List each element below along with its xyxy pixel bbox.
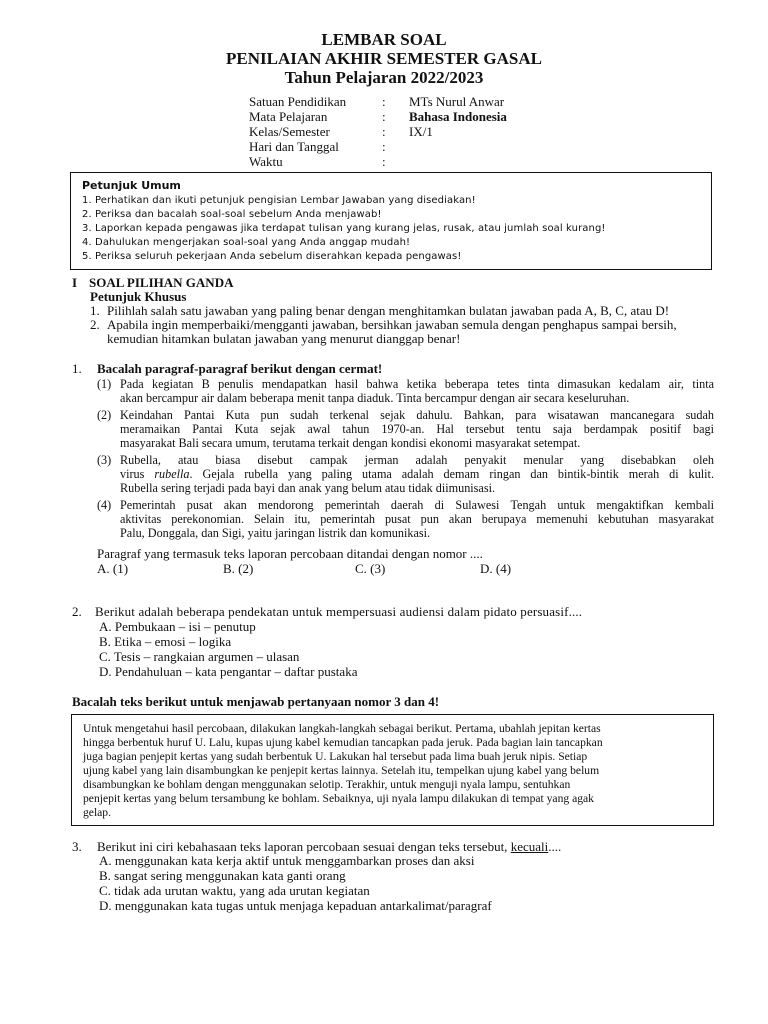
question-stem: Bacalah paragraf-paragraf berikut dengan cermat! [97,361,383,376]
paragraph-4-line1: Pemerintah pusat akan mendorong pemerintah daerah di Sulawesi Tengah untuk mengaktifkan kembali [120,498,714,512]
meta-label: Waktu [249,154,283,169]
question-stem-ellipsis: .... [548,839,562,854]
paragraph-3-italic-term: rubella [154,467,190,481]
question-stem: Berikut adalah beberapa pendekatan untuk mempersuasi audiensi dalam pidato persuasif.... [95,604,583,619]
meta-label: Mata Pelajaran [249,109,328,124]
option-c[interactable]: C. tidak ada urutan waktu, yang ada urutan kegiatan [99,883,370,898]
option-b[interactable]: B. Etika – emosi – logika [99,634,232,649]
question-stem-text: Berikut ini ciri kebahasaan teks laporan percobaan sesuai dengan teks tersebut, [97,839,511,854]
question-stem-underlined: kecuali [510,839,549,854]
special-instruction-1: Pilihlah salah satu jawaban yang paling benar dengan menghitamkan bulatan jawaban pada A, B, C, atau D! [107,303,670,318]
meta-value: IX/1 [409,124,433,139]
paragraph-1-line2: akan bercampur air dalam beberapa menit tanpa diaduk. Tinta bercampur dengan air secara keseluruhan. [120,391,630,405]
meta-label: Satuan Pendidikan [249,94,347,109]
paragraph-2-line1: Keindahan Pantai Kuta pun sudah terkenal sejak dahulu. Bahkan, para wisatawan mancanegara sudah [120,408,714,422]
reading-line: juga bagian penjepit kertas yang sudah berbentuk U. Lakukan hal tersebut pada lima buah jeruk nipis. Setiap [83,750,588,763]
general-instructions-title: Petunjuk Umum [82,179,181,192]
reading-instruction: Bacalah teks berikut untuk menjawab pertanyaan nomor 3 dan 4! [72,694,440,709]
option-c[interactable]: C. (3) [355,561,386,576]
reading-text-box [71,714,714,826]
special-instructions-title: Petunjuk Khusus [90,289,187,304]
special-instruction-2-line1: Apabila ingin memperbaiki/mengganti jawaban, bersihkan jawaban semula dengan penghapus sampai bersih, [107,317,677,332]
instruction-item: 1. Perhatikan dan ikuti petunjuk pengisian Lembar Jawaban yang disediakan! [82,195,476,206]
paragraph-number: (4) [97,498,112,512]
special-instruction-number: 1. [90,303,100,318]
academic-year: Tahun Pelajaran 2022/2023 [284,68,484,87]
reading-line: hingga berbentuk huruf U. Lalu, kupas ujung kabel kemudian tancapkan pada jeruk. Pada bagian lain tancapkan [83,736,603,749]
reading-line: disambungkan ke bohlam dengan menggunakan selotip. Terakhir, untuk menguji nyala lampu, sentuhkan [83,778,571,791]
option-c[interactable]: C. Tesis – rangkaian argumen – ulasan [99,649,300,664]
reading-line: penjepit kertas yang belum tersambung ke bohlam. Sebaiknya, uji nyala lampu dilakukan di tempat yang agak [83,792,594,805]
paragraph-4-line2: aktivitas perekonomian. Selain itu, pemerintah pusat pun akan berupaya memenuhi kebutuhan masyarakat [120,512,714,526]
general-instructions-box [70,172,712,270]
question-number: 1. [72,361,82,376]
option-d[interactable]: D. menggunakan kata tugas untuk menjaga kepaduan antarkalimat/paragraf [99,898,492,913]
meta-separator: : [382,94,386,109]
meta-separator: : [382,109,386,124]
paragraph-number: (2) [97,408,112,422]
section-number: I [72,275,78,290]
paragraph-2-line3: masyarakat Bali secara umum, terutama terkait dengan kondisi ekonomi masyarakat setempat. [120,436,581,450]
paragraph-3-rest: . Gejala rubella yang paling utama adalah demam ringan dan bintik-bintik merah di kulit. [189,467,714,481]
option-a[interactable]: A. (1) [97,561,129,576]
meta-label: Kelas/Semester [249,124,330,139]
instruction-item: 2. Periksa dan bacalah soal-soal sebelum Anda menjawab! [82,209,382,220]
special-instruction-2-line2: kemudian hitamkan bulatan jawaban yang menurut dianggap benar! [107,331,461,346]
option-d[interactable]: D. Pendahuluan – kata pengantar – daftar pustaka [99,664,358,679]
doc-title: LEMBAR SOAL [321,30,447,49]
option-d[interactable]: D. (4) [480,561,512,576]
section-title: SOAL PILIHAN GANDA [89,275,234,290]
instruction-item: 3. Laporkan kepada pengawas jika terdapat tulisan yang kurang jelas, rusak, atau jumlah soal kurang! [82,223,606,234]
option-a[interactable]: A. menggunakan kata kerja aktif untuk menggambarkan proses dan aksi [99,853,475,868]
paragraph-number: (3) [97,453,112,467]
meta-value: Bahasa Indonesia [409,109,507,124]
paragraph-3-line1: Rubella, atau biasa disebut campak jerman adalah penyakit menular yang disebabkan oleh [120,453,714,467]
reading-line: ujung kabel yang lain disambungkan ke penjepit kertas lainnya. Setelah itu, tempelkan ujung kabel yang belum [83,764,600,777]
instruction-item: 4. Dahulukan mengerjakan soal-soal yang Anda anggap mudah! [82,237,411,248]
paragraph-3-line3: Rubella sering terjadi pada bayi dan anak yang belum atau tidak diimunisasi. [120,481,495,495]
meta-separator: : [382,154,386,169]
option-b[interactable]: B. sangat sering menggunakan kata ganti orang [99,868,346,883]
exam-title: PENILAIAN AKHIR SEMESTER GASAL [226,49,542,68]
question-number: 3. [72,839,82,854]
question-prompt: Paragraf yang termasuk teks laporan percobaan ditandai dengan nomor .... [97,546,483,561]
meta-value: MTs Nurul Anwar [409,94,505,109]
paragraph-1-line1: Pada kegiatan B penulis mendapatkan hasil bahwa ketika beberapa tetes tinta dimasukan kedalam air, tinta [120,377,714,391]
paragraph-4-line3: Palu, Donggala, dan Sigi, yaitu jaringan listrik dan komunikasi. [120,526,431,540]
meta-label: Hari dan Tanggal [249,139,339,154]
reading-line: Untuk mengetahui hasil percobaan, dilakukan langkah-langkah sebagai berikut. Pertama, ubahlah jepitan kertas [83,722,601,735]
option-a[interactable]: A. Pembukaan – isi – penutup [99,619,256,634]
meta-separator: : [382,139,386,154]
meta-separator: : [382,124,386,139]
option-b[interactable]: B. (2) [223,561,254,576]
question-number: 2. [72,604,82,619]
reading-line: gelap. [83,806,112,819]
paragraph-number: (1) [97,377,112,391]
instruction-item: 5. Periksa seluruh pekerjaan Anda sebelum diserahkan kepada pengawas! [82,251,462,262]
paragraph-2-line2: meramaikan Pantai Kuta sejak awal tahun 1970-an. Hal tersebut tentu saja berdampak positif bagi [120,422,714,436]
special-instruction-number: 2. [90,317,100,332]
paragraph-3-line2 [120,467,714,481]
paragraph-3-virus: virus [120,467,155,481]
